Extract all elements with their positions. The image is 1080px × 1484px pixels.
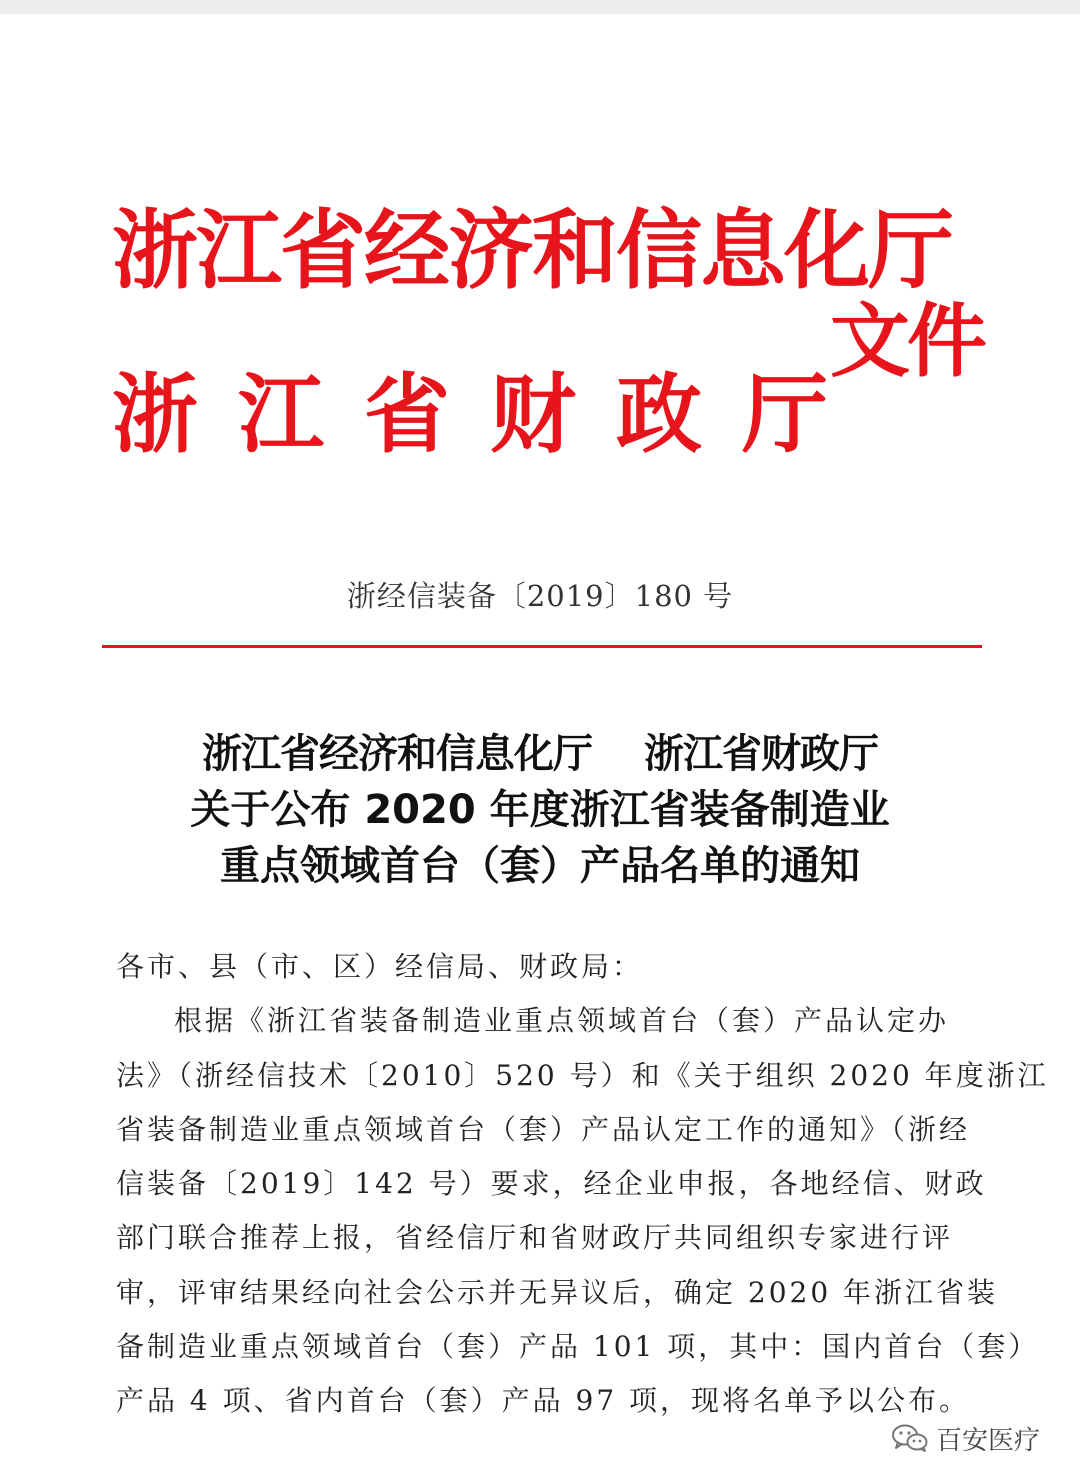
body-line: 产品 4 项、省内首台（套）产品 97 项，现将名单予以公布。 bbox=[116, 1384, 971, 1418]
header-line-2: 浙江省财政厅 bbox=[112, 365, 868, 465]
body-line: 部门联合推荐上报，省经信厅和省财政厅共同组织专家进行评 bbox=[116, 1221, 954, 1255]
body-line: 审，评审结果经向社会公示并无异议后，确定 2020 年浙江省装 bbox=[116, 1275, 999, 1309]
wechat-icon bbox=[890, 1423, 930, 1453]
header-suffix: 文件 bbox=[830, 295, 984, 388]
body-line: 根据《浙江省装备制造业重点领域首台（套）产品认定办 bbox=[174, 1004, 950, 1038]
body-line: 省装备制造业重点领域首台（套）产品认定工作的通知》（浙经 bbox=[116, 1112, 971, 1146]
red-rule-divider bbox=[102, 645, 982, 648]
top-bar bbox=[0, 0, 1080, 14]
body-line: 备制造业重点领域首台（套）产品 101 项，其中：国内首台（套） bbox=[116, 1330, 1040, 1364]
watermark-text: 百安医疗 bbox=[936, 1425, 1041, 1456]
salutation: 各市、县（市、区）经信局、财政局： bbox=[116, 950, 644, 983]
document-body bbox=[116, 940, 1049, 1429]
body-line: 信装备〔2019〕142 号）要求，经企业申报，各地经信、财政 bbox=[116, 1167, 987, 1201]
document-number: 浙经信装备〔2019〕180 号 bbox=[346, 579, 734, 613]
document-title bbox=[0, 726, 1080, 894]
body-line: 法》（浙经信技术〔2010〕520 号）和《关于组织 2020 年度浙江 bbox=[116, 1058, 1049, 1092]
title-line-1: 浙江省经济和信息化厅 浙江省财政厅 bbox=[202, 731, 878, 777]
title-line-3: 重点领域首台（套）产品名单的通知 bbox=[220, 843, 860, 889]
header-line-1: 浙江省经济和信息化厅 bbox=[112, 201, 952, 301]
watermark bbox=[890, 1420, 1040, 1456]
title-line-2: 关于公布 2020 年度浙江省装备制造业 bbox=[190, 787, 890, 833]
